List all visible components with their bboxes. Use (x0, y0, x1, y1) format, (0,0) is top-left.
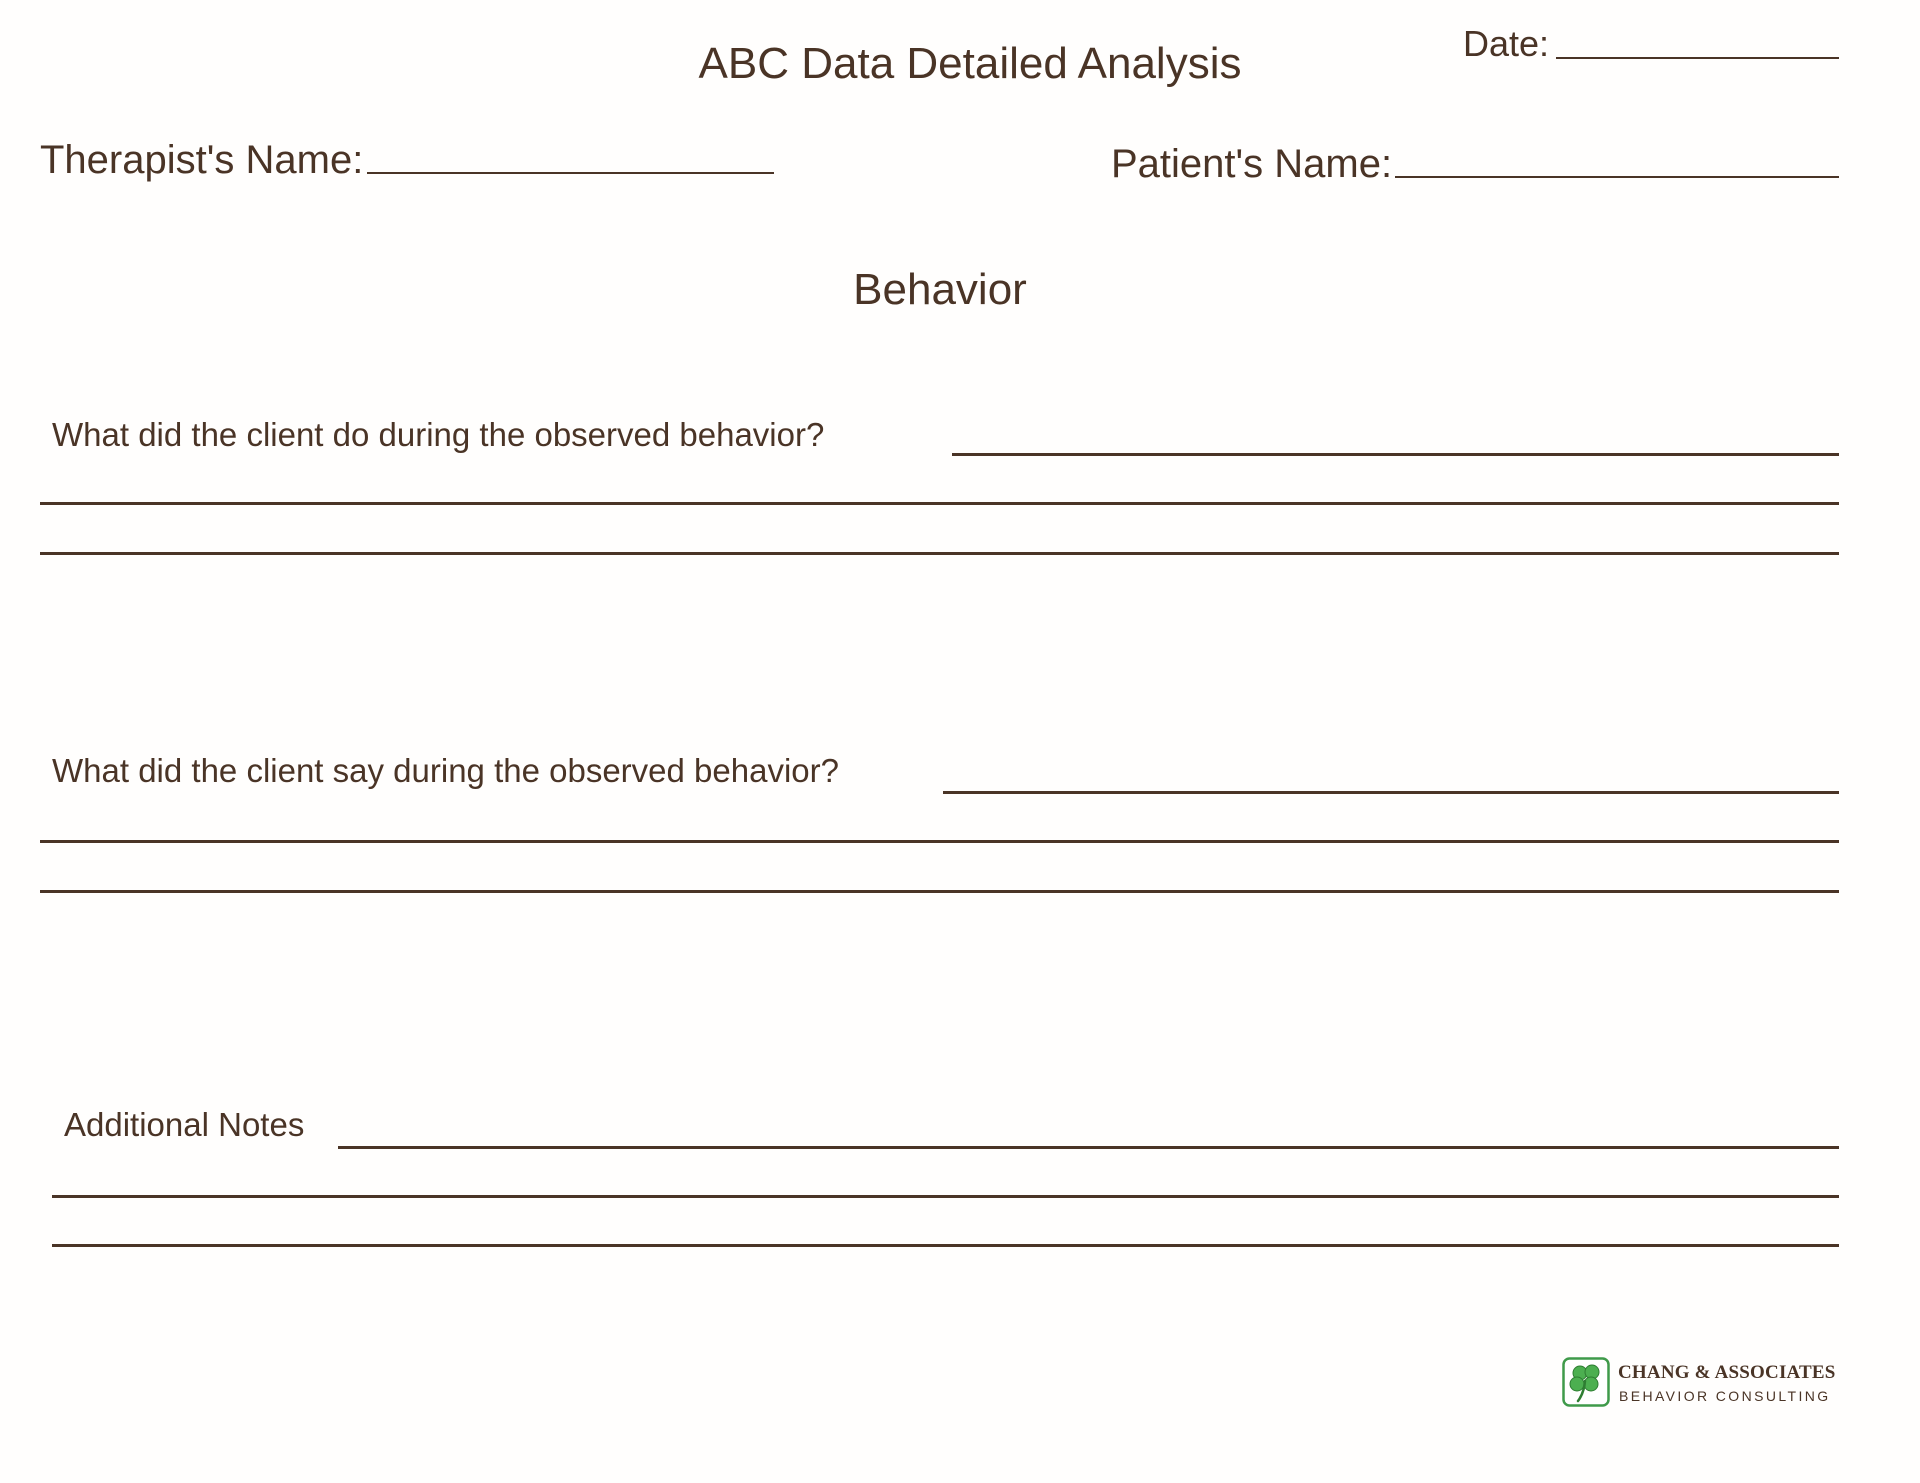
company-name: CHANG & ASSOCIATES (1618, 1362, 1836, 1383)
additional-notes-label: Additional Notes (64, 1106, 305, 1143)
question-do-answer-line-3[interactable] (40, 552, 1839, 555)
date-field[interactable] (1556, 57, 1839, 59)
question-say-answer-line-2[interactable] (40, 840, 1839, 843)
question-say-answer-line-3[interactable] (40, 890, 1839, 893)
question-do-answer-line-2[interactable] (40, 502, 1839, 505)
question-say-label: What did the client say during the observed behavior? (52, 752, 839, 789)
therapist-name-field[interactable] (367, 172, 774, 174)
question-do-label: What did the client do during the observed behavior? (52, 416, 825, 453)
additional-notes-line-3[interactable] (52, 1244, 1839, 1247)
question-do-answer-line-1[interactable] (952, 453, 1839, 456)
clover-icon (1562, 1357, 1610, 1407)
additional-notes-line-2[interactable] (52, 1195, 1839, 1198)
patient-name-field[interactable] (1395, 176, 1839, 178)
patient-name-label: Patient's Name: (1111, 142, 1393, 186)
therapist-name-label: Therapist's Name: (40, 138, 364, 182)
company-logo (1562, 1357, 1842, 1411)
date-label: Date: (1463, 23, 1550, 64)
question-say-answer-line-1[interactable] (943, 791, 1839, 794)
additional-notes-line-1[interactable] (338, 1146, 1839, 1149)
company-tagline: BEHAVIOR CONSULTING (1619, 1388, 1831, 1404)
page-title: ABC Data Detailed Analysis (698, 39, 1242, 88)
section-heading-behavior: Behavior (853, 265, 1027, 314)
